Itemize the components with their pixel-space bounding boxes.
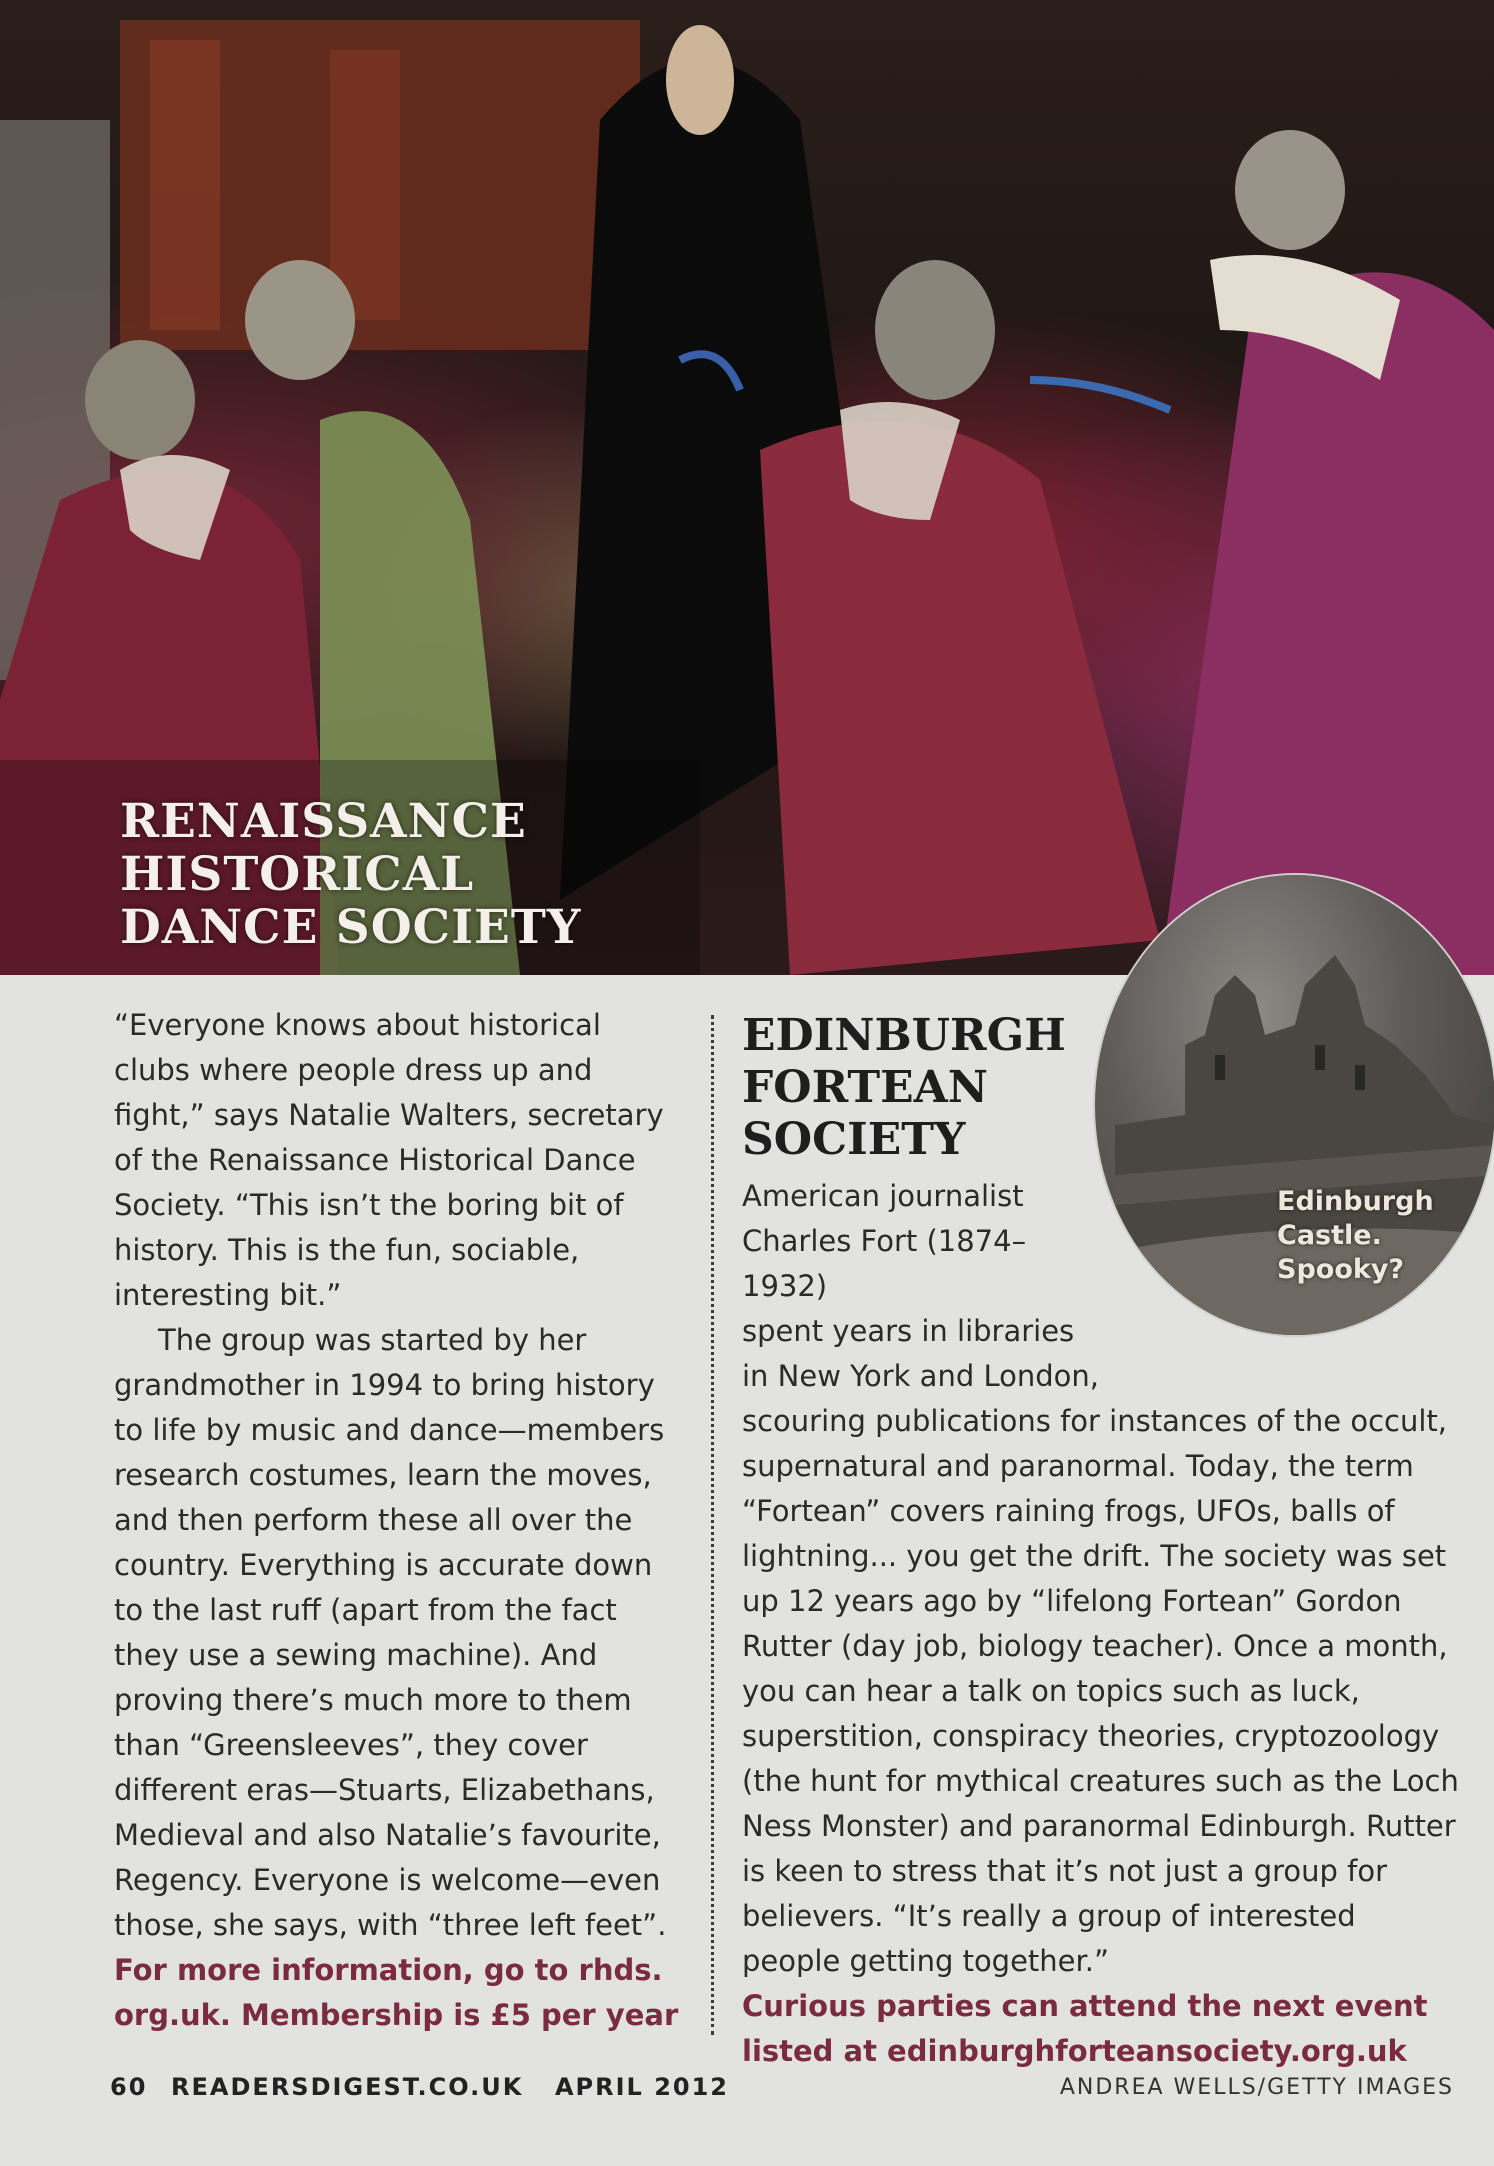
right-title-line: SOCIETY	[742, 1114, 966, 1165]
right-intro-line: spent years in libraries	[742, 1314, 1075, 1348]
right-title-line: EDINBURGH	[742, 1010, 1066, 1061]
hero-title-line: DANCE SOCIETY	[120, 900, 582, 955]
castle-inset-photo	[1095, 875, 1494, 1335]
right-body: scouring publications for instances of the occult, supernatural and paranormal. Today, the term “Fortean” covers raining frogs, UFOs, balls of lightning... you get the drift. The society was set up 12 years ago by “lifelong Fortean” Gordon Rutter (day job, biology teacher). Once a month, you can hear a talk on topics such as luck, superstition, conspiracy theories, cryptozoology (the hunt for mythical creatures such as the Loch Ness Monster) and paranormal Edinburgh. Rutter is keen to stress that it’s not just a group for believers. “It’s really a group of interested people getting together.”	[742, 1404, 1459, 1978]
footer-site: READERSDIGEST.CO.UK	[171, 2073, 524, 2101]
page-number: 60	[110, 2073, 148, 2101]
left-paragraph: The group was started by her grandmother in 1994 to bring history to life by music and dance—members research costumes, learn the moves, and then perform these all over the country. Everything is accurate down to the last ruff (apart from the fact they use a sewing machine). And proving there’s much more to them than “Greensleeves”, they cover different eras—Stuarts, Elizabethans, Medieval and also Natalie’s favourite, Regency. Everyone is welcome—even those, she says, with “three left feet”.	[114, 1323, 667, 1942]
hero-title	[120, 795, 680, 954]
right-intro-line: in New York and London,	[742, 1359, 1099, 1393]
castle-caption-line: Edinburgh	[1277, 1186, 1434, 1217]
right-intro-line: American journalist	[742, 1179, 1024, 1213]
castle-caption-line: Castle.	[1277, 1220, 1382, 1251]
column-divider	[711, 1015, 714, 2035]
right-intro-line: Charles Fort (1874–1932)	[742, 1224, 1027, 1303]
left-callout: For more information, go to rhds. org.uk. Membership is £5 per year	[114, 1953, 679, 2032]
hero-title-line: HISTORICAL	[120, 847, 475, 902]
right-callout: Curious parties can attend the next event listed at edinburghforteansociety.org.uk	[742, 1989, 1428, 2068]
castle-caption	[1277, 1185, 1447, 1287]
left-paragraph: “Everyone knows about historical clubs where people dress up and fight,” says Natalie Walters, secretary of the Renaissance Historical Dance Society. “This isn’t the boring bit of history. This is the fun, sociable, interesting bit.”	[114, 1008, 664, 1312]
right-article-title	[742, 1010, 1102, 1166]
hero-photo	[0, 0, 1494, 975]
footer-issue-date: APRIL 2012	[554, 2073, 730, 2101]
right-title-line: FORTEAN	[742, 1062, 988, 1113]
photo-credit: ANDREA WELLS/GETTY IMAGES	[1059, 2075, 1454, 2100]
castle-caption-line: Spooky?	[1277, 1254, 1405, 1285]
left-article	[114, 1003, 684, 2038]
hero-title-line: RENAISSANCE	[120, 794, 527, 849]
footer-folio	[110, 2073, 729, 2101]
